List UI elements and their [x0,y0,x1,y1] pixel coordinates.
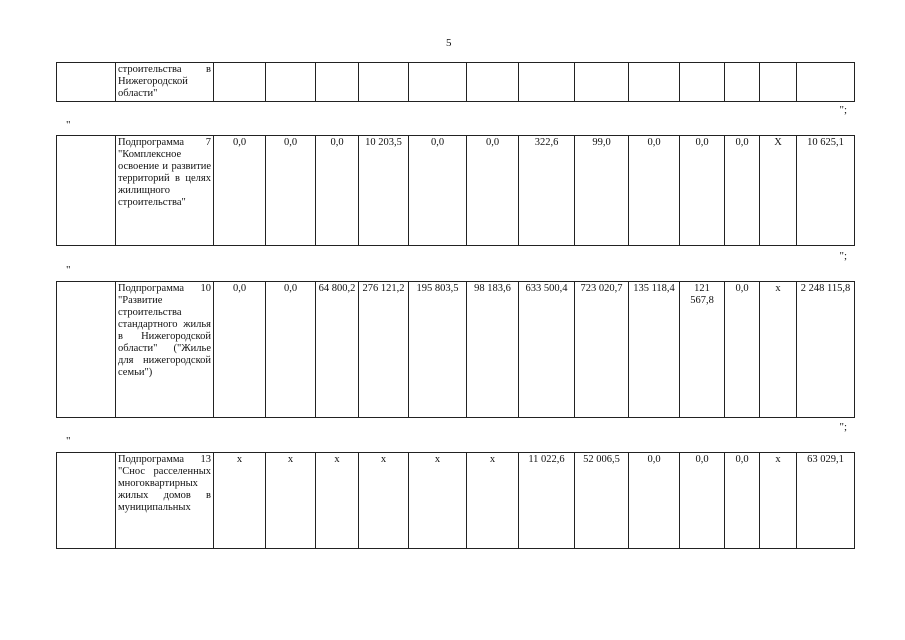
value-cell: 52 006,5 [575,453,629,549]
value-cell: 0,0 [409,136,467,246]
empty-cell [57,136,116,246]
value-cell: 0,0 [266,136,316,246]
value-cell: х [760,282,797,418]
value-cell: 0,0 [629,453,680,549]
program-name-cell: Подпрограмма 7 "Комплексное освоение и развитие территорий в целях жилищного строительства" [116,136,214,246]
table-fragment-3 [56,281,855,418]
value-cell: х [359,453,409,549]
table-row [57,453,855,549]
value-cell: 276 121,2 [359,282,409,418]
empty-cell [629,63,680,102]
opening-quote: " [66,119,71,131]
value-cell: X [760,136,797,246]
table-row [57,63,855,102]
table-row [57,136,855,246]
total-cell: 63 029,1 [797,453,855,549]
empty-cell [797,63,855,102]
page-number: 5 [446,37,452,49]
closing-quote: "; [839,250,847,262]
opening-quote: " [66,264,71,276]
value-cell: х [467,453,519,549]
value-cell: 64 800,2 [316,282,359,418]
value-cell: 633 500,4 [519,282,575,418]
value-cell: 0,0 [467,136,519,246]
empty-cell [467,63,519,102]
closing-quote: "; [839,421,847,433]
empty-cell [359,63,409,102]
value-cell: 723 020,7 [575,282,629,418]
value-cell: 0,0 [629,136,680,246]
value-cell: х [214,453,266,549]
total-cell: 2 248 115,8 [797,282,855,418]
table-fragment-4 [56,452,855,549]
program-name-cell: Подпрограмма 10 "Развитие строительства стандартного жилья в Нижегородской области" ("Жилье для нижегородской семьи") [116,282,214,418]
empty-cell [725,63,760,102]
empty-cell [57,453,116,549]
empty-cell [519,63,575,102]
program-name-cell: Подпрограмма 13 "Снос расселенных многоквартирных жилых домов в муниципальных [116,453,214,549]
value-cell: х [316,453,359,549]
value-cell: х [760,453,797,549]
empty-cell [409,63,467,102]
value-cell: 0,0 [214,136,266,246]
value-cell: 0,0 [266,282,316,418]
value-cell: х [409,453,467,549]
value-cell: х [266,453,316,549]
empty-cell [760,63,797,102]
value-cell: 99,0 [575,136,629,246]
value-cell: 195 803,5 [409,282,467,418]
closing-quote: "; [839,104,847,116]
empty-cell [316,63,359,102]
empty-cell [57,63,116,102]
value-cell: 98 183,6 [467,282,519,418]
value-cell: 0,0 [680,136,725,246]
table-fragment-1 [56,62,855,102]
program-name-cell: строительства в Нижегородской области" [116,63,214,102]
value-cell: 121 567,8 [680,282,725,418]
empty-cell [575,63,629,102]
empty-cell [266,63,316,102]
value-cell: 10 203,5 [359,136,409,246]
total-cell: 10 625,1 [797,136,855,246]
table-row [57,282,855,418]
value-cell: 0,0 [725,282,760,418]
value-cell: 322,6 [519,136,575,246]
value-cell: 0,0 [316,136,359,246]
value-cell: 11 022,6 [519,453,575,549]
opening-quote: " [66,435,71,447]
value-cell: 0,0 [214,282,266,418]
value-cell: 0,0 [725,453,760,549]
value-cell: 0,0 [680,453,725,549]
empty-cell [214,63,266,102]
empty-cell [680,63,725,102]
value-cell: 135 118,4 [629,282,680,418]
table-fragment-2 [56,135,855,246]
value-cell: 0,0 [725,136,760,246]
empty-cell [57,282,116,418]
